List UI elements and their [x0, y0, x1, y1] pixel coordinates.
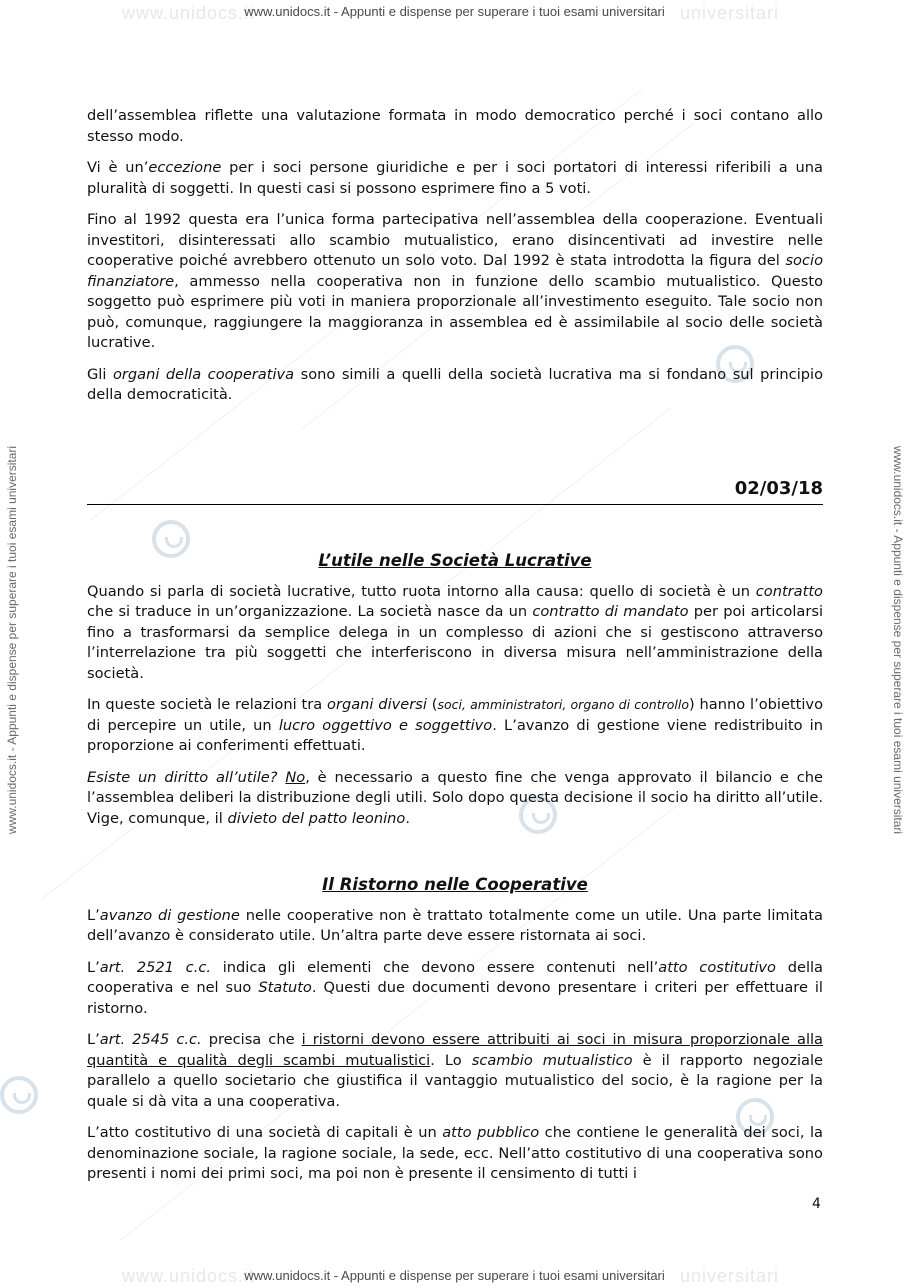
text: . L’avanzo di gestione viene redistribuito in proporzione ai conferimenti effettuati.	[87, 716, 823, 754]
text: , ammesso nella cooperativa non in funzione dello scambio mutualistico. Questo soggetto può esprimere più voti in maniera proporzionale all’investimento eseguito. Tale socio non può, comunque, raggiungere la maggioranza in assemblea ed è assimilabile al socio delle società lucrative.	[87, 272, 823, 351]
unidocs-logo-watermark-icon	[0, 1076, 38, 1114]
watermark-ghost-left: www.unidocs.it	[122, 3, 256, 23]
section-ristorno-cooperative	[87, 875, 823, 1196]
text: In queste società le relazioni tra	[87, 696, 328, 713]
emphasis: divieto del patto leonino	[227, 809, 406, 827]
watermark-ghost-left-bottom: www.unidocs.it	[122, 1266, 256, 1286]
watermark-header: www.unidocs.it - Appunti e dispense per superare i tuoi esami universitari	[244, 4, 665, 19]
text: precisa che	[201, 1031, 302, 1048]
small-italic-text: soci, amministratori, organo di controllo	[437, 697, 689, 712]
emphasis: contratto	[755, 582, 823, 600]
paragraph	[87, 906, 823, 947]
text: indica gli elementi che devono essere contenuti nell’	[211, 958, 659, 976]
paragraph	[87, 958, 823, 1020]
paragraph	[87, 1030, 823, 1112]
underlined-emphasis: No	[285, 768, 306, 786]
text: L’	[87, 958, 100, 976]
watermark-ghost-right-bottom: universitari	[680, 1266, 780, 1286]
paragraph	[87, 695, 823, 757]
text: è il rapporto negoziale parallelo a quello societario che giustifica il vantaggio mutualistico del socio, è la ragione per la quale si dà vita a una cooperativa.	[87, 1051, 823, 1110]
section-heading: Il Ristorno nelle Cooperative	[322, 875, 588, 894]
text: Vi è un’	[87, 159, 149, 176]
emphasis: lucro oggettivo e soggettivo	[278, 716, 493, 734]
emphasis: eccezione	[148, 159, 222, 176]
page-number: 4	[812, 1196, 821, 1212]
text: . Lo	[430, 1051, 472, 1069]
emphasis: Statuto	[258, 979, 312, 996]
text: per i soci persone giuridiche e per i soci portatori di interessi riferibili a una pluralità di soggetti. In questi casi si possono esprimere fino a 5 voti.	[87, 159, 823, 197]
paragraph	[87, 1123, 823, 1185]
watermark-left-margin: www.unidocs.it - Appunti e dispense per superare i tuoi esami universitari	[5, 445, 19, 835]
text: Gli	[87, 365, 113, 383]
paragraph	[87, 158, 823, 199]
paragraph	[87, 365, 823, 406]
emphasis: Esiste un diritto all’utile?	[87, 768, 286, 786]
text: L’	[87, 1031, 100, 1048]
paragraph	[87, 210, 823, 354]
text: che contiene le generalità dei soci, la denominazione sociale, la ragione sociale, la sede, ecc. Nell’atto costitutivo di una cooperativa sono presenti i nomi dei primi soci, ma poi non è presente il censimento di tutti i	[87, 1124, 823, 1182]
watermark-right-margin: www.unidocs.it - Appunti e dispense per superare i tuoi esami universitari	[891, 445, 905, 835]
emphasis: socio finanziatore	[87, 252, 823, 290]
intro-section	[87, 106, 823, 417]
text: L’atto costitutivo di una società di capitali è un	[87, 1124, 443, 1141]
section-heading: L’utile nelle Società Lucrative	[318, 551, 592, 570]
text: L’	[87, 906, 100, 924]
emphasis: avanzo di gestione	[99, 906, 240, 924]
emphasis: atto costitutivo	[658, 958, 776, 976]
text: .	[405, 809, 410, 827]
emphasis: organi diversi	[327, 696, 427, 713]
lecture-date	[87, 478, 823, 505]
underlined-text: i ristorni devono essere attribuiti ai soci in misura proporzionale alla quantità e qualità degli scambi mutualistici	[87, 1031, 823, 1069]
emphasis: contratto di mandato	[532, 603, 689, 620]
text: che si traduce in un’organizzazione. La società nasce da un	[87, 603, 533, 620]
emphasis: art. 2545 c.c.	[99, 1031, 202, 1048]
text: della cooperativa e nel suo	[87, 958, 823, 996]
text: (	[426, 696, 438, 713]
watermark-footer: www.unidocs.it - Appunti e dispense per superare i tuoi esami universitari	[244, 1268, 665, 1283]
emphasis: scambio mutualistico	[471, 1051, 633, 1069]
text: per poi articolarsi fino a trasformarsi da semplice delega in un complesso di azioni che si gestiscono attraverso l’interrelazione tra più soggetti che interferiscono in diversa misura nell’amministrazione della società.	[87, 603, 823, 682]
watermark-ghost-right: universitari	[680, 3, 780, 23]
text: dell’assemblea riflette una valutazione formata in modo democratico perché i soci contano allo stesso modo.	[87, 107, 823, 145]
text: . Questi due documenti devono presentare i criteri per effettuare il ristorno.	[87, 979, 823, 1017]
section-utile-societa-lucrative	[87, 551, 823, 840]
date-text: 02/03/18	[734, 478, 823, 499]
text: sono simili a quelli della società lucrativa ma si fondano sul principio della democraticità.	[87, 365, 824, 403]
emphasis: art. 2521 c.c.	[99, 958, 212, 976]
text: Quando si parla di società lucrative, tutto ruota intorno alla causa: quello di società è un	[87, 582, 756, 600]
text: nelle cooperative non è trattato totalmente come un utile. Una parte limitata dell’avanzo è considerato utile. Un’altra parte deve essere ristornata ai soci.	[87, 906, 823, 944]
emphasis: atto pubblico	[442, 1124, 540, 1141]
emphasis: organi della cooperativa	[112, 365, 295, 383]
text: ) hanno l’obiettivo di percepire un utile, un	[87, 696, 823, 734]
text: , è necessario a questo fine che venga approvato il bilancio e che l’assemblea deliberi la distribuzione degli utili. Solo dopo questa decisione il socio ha diritto all’utile. Vige, comunque, il	[87, 768, 823, 827]
paragraph	[87, 106, 823, 147]
text: Fino al 1992 questa era l’unica forma partecipativa nell’assemblea della cooperazione. Eventuali investitori, disinteressati allo scambio mutualistico, erano disincentivati ad investire nelle cooperative poiché avrebbero ottenuto un solo voto. Dal 1992 è stata introdotta la figura del	[87, 211, 823, 269]
paragraph	[87, 768, 823, 830]
paragraph	[87, 582, 823, 685]
